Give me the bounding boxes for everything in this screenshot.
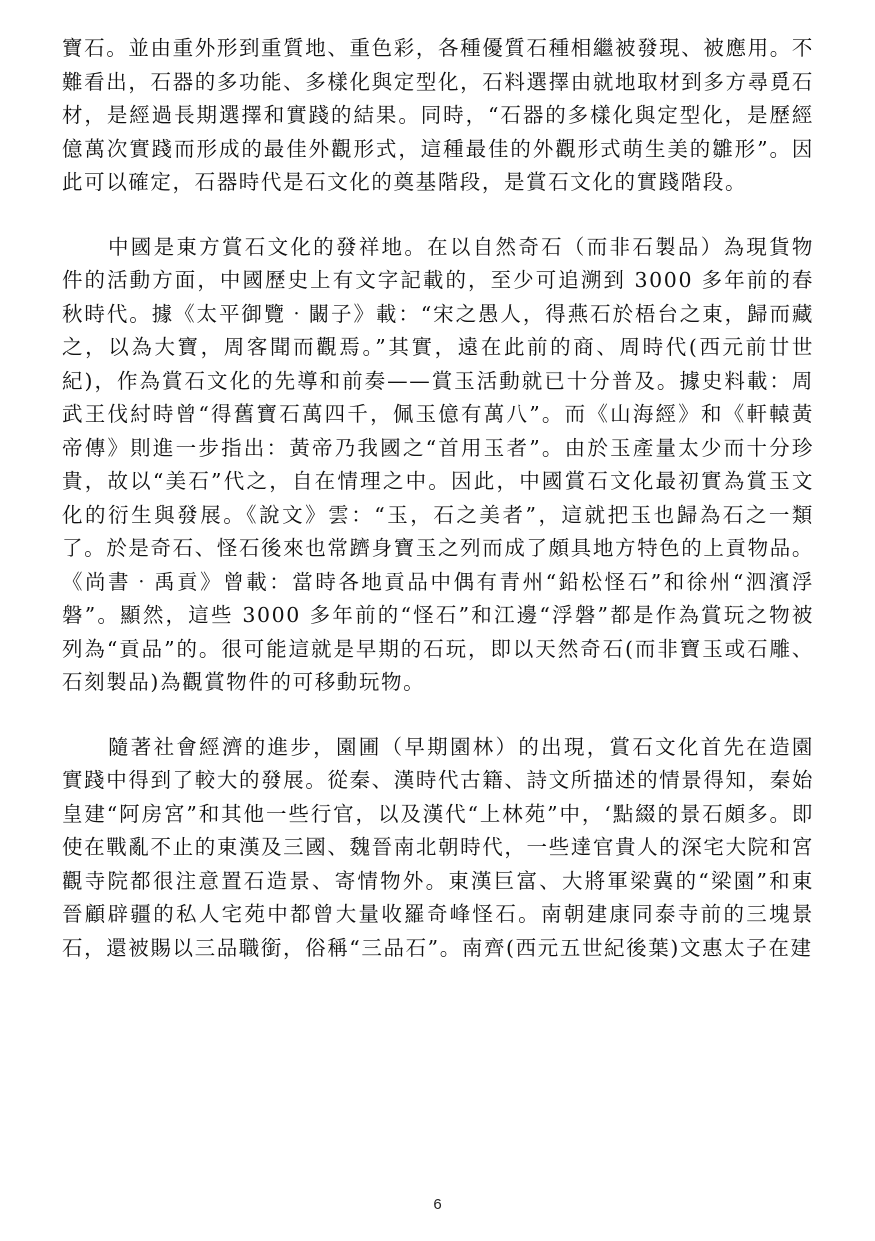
paragraph-garden-development: 隨著社會經濟的進步，園圃（早期園林）的出現，賞石文化首先在造園實踐中得到了較大的發展。從秦、漢時代古籍、詩文所描述的情景得知，秦始皇建“阿房宮”和其他一些行官，以及漢代“上林苑”中，‘點綴的景石頗多。即使在戰亂不止的東漢及三國、魏晉南北朝時代，一些達官貴人的深宅大院和宮觀寺院都很注意置石造景、寄情物外。東漢巨富、大將軍梁冀的“梁園”和東晉顧辟疆的私人宅苑中都曾大量收羅奇峰怪石。南朝建康同泰寺前的三塊景石，還被賜以三品職銜，俗稱“三品石”。南齊(西元五世紀後葉)文惠太子在建 bbox=[62, 734, 814, 960]
paragraph-continued: 寶石。並由重外形到重質地、重色彩，各種優質石種相繼被發現、被應用。不難看出，石器的多功能、多樣化與定型化，石料選擇由就地取材到多方尋覓石材，是經過長期選擇和實踐的結果。同時，“石器的多樣化與定型化，是歷經億萬次實踐而形成的最佳外觀形式，這種最佳的外觀形式萌生美的雛形”。因此可以確定，石器時代是石文化的奠基階段，是賞石文化的實踐階段。 bbox=[62, 36, 814, 194]
page-number: 6 bbox=[433, 1196, 442, 1213]
paragraph-gap bbox=[62, 200, 814, 231]
paragraph-gap bbox=[62, 700, 814, 731]
document-page bbox=[62, 32, 814, 965]
paragraph-origin-of-stone-appreciation: 中國是東方賞石文化的發祥地。在以自然奇石（而非石製品）為現貨物件的活動方面，中國歷史上有文字記載的，至少可追溯到 3000 多年前的春秋時代。據《太平御覽‧闞子》載：“宋之愚人，得燕石於梧台之東，歸而藏之，以為大寶，周客聞而觀焉。”其實，遠在此前的商、周時代(西元前廿世紀)，作為賞石文化的先導和前奏——賞玉活動就已十分普及。據史料載：周武王伐紂時曾“得舊寶石萬四千，佩玉億有萬八”。而《山海經》和《軒轅黃帝傳》則進一步指出：黃帝乃我國之“首用玉者”。由於玉產量太少而十分珍貴，故以“美石”代之，自在情理之中。因此，中國賞石文化最初實為賞玉文化的衍生與發展。《說文》雲：“玉，石之美者”，這就把玉也歸為石之一類了。於是奇石、怪石後來也常躋身寶玉之列而成了頗具地方特色的上貢物品。《尚書‧禹貢》曾載：當時各地貢品中偶有青州“鉛松怪石”和徐州“泗濱浮磐”。顯然，這些 3000 多年前的“怪石”和江邊“浮磐”都是作為賞玩之物被列為“貢品”的。很可能這就是早期的石玩，即以天然奇石(而非寶玉或石雕、石刻製品)為觀賞物件的可移動玩物。 bbox=[62, 234, 814, 694]
